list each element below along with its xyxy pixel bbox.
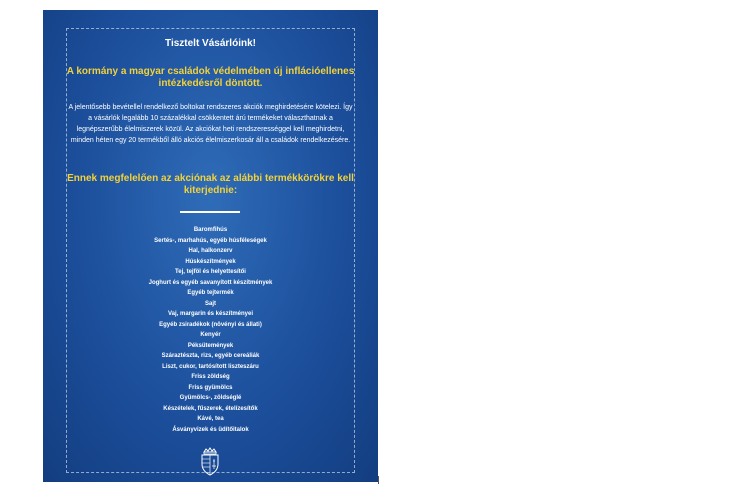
list-item: Egyéb tejtermék xyxy=(187,290,234,296)
list-item: Liszt, cukor, tartósított liszteszáru xyxy=(162,363,259,370)
list-item: Vaj, margarin és készítményei xyxy=(167,311,254,317)
poster-headline: A kormány a magyar családok védelmében új inflációellenes intézkedésről döntött. xyxy=(66,66,355,89)
poster-subhead: Ennek megfelelően az akciónak az alábbi termékkörökre kell kiterjednie: xyxy=(67,173,354,196)
list-item: Hal, halkonzerv xyxy=(188,248,233,254)
announcement-poster xyxy=(43,10,378,482)
list-item: Joghurt és egyéb savanyított készítmények xyxy=(148,279,273,286)
coat-of-arms-icon xyxy=(198,447,222,477)
list-item: Friss gyümölcs xyxy=(188,384,233,391)
list-item: Péksütemények xyxy=(187,342,234,349)
product-list xyxy=(63,225,358,435)
list-item: Húskészítmények xyxy=(185,258,236,265)
list-item: Készételek, fűszerek, ételízesítők xyxy=(163,405,258,412)
list-item: Kávé, tea xyxy=(197,416,224,422)
text-cursor xyxy=(378,476,379,484)
list-item: Sajt xyxy=(204,300,216,307)
list-item: Friss zöldség xyxy=(191,374,230,380)
list-item: Gyümölcs-, zöldséglé xyxy=(179,395,242,401)
list-item: Sertés-, marhahús, egyéb húsféleségek xyxy=(154,237,267,244)
list-item: Száraztészta, rizs, egyéb cereáliák xyxy=(161,353,260,359)
list-item: Baromfihús xyxy=(193,227,228,233)
list-item: Kenyér xyxy=(200,332,221,338)
list-item: Egyéb zsiradékok (növényi és állati) xyxy=(159,321,262,328)
poster-body: A jelentősebb bevétellel rendelkező boltokat rendszeres akciók meghirdetésére kötelezi. Így a vásárlók legalább 10 százalékkal csökkentett árú termékeket választhatnak a legnépszerűbb élelmiszerek közül. Az akciókat heti rendszerességgel kell meghirdetni, minden héten egy 20 termékből álló akciós élelmiszerkosár áll a családok rendelkezésére. xyxy=(68,104,353,144)
list-item: Tej, tejföl és helyettesítői xyxy=(175,269,246,275)
list-item: Ásványvizek és üdítőitalok xyxy=(172,426,249,433)
poster-title: Tisztelt Vásárlóink! xyxy=(165,38,256,49)
divider xyxy=(180,211,240,213)
